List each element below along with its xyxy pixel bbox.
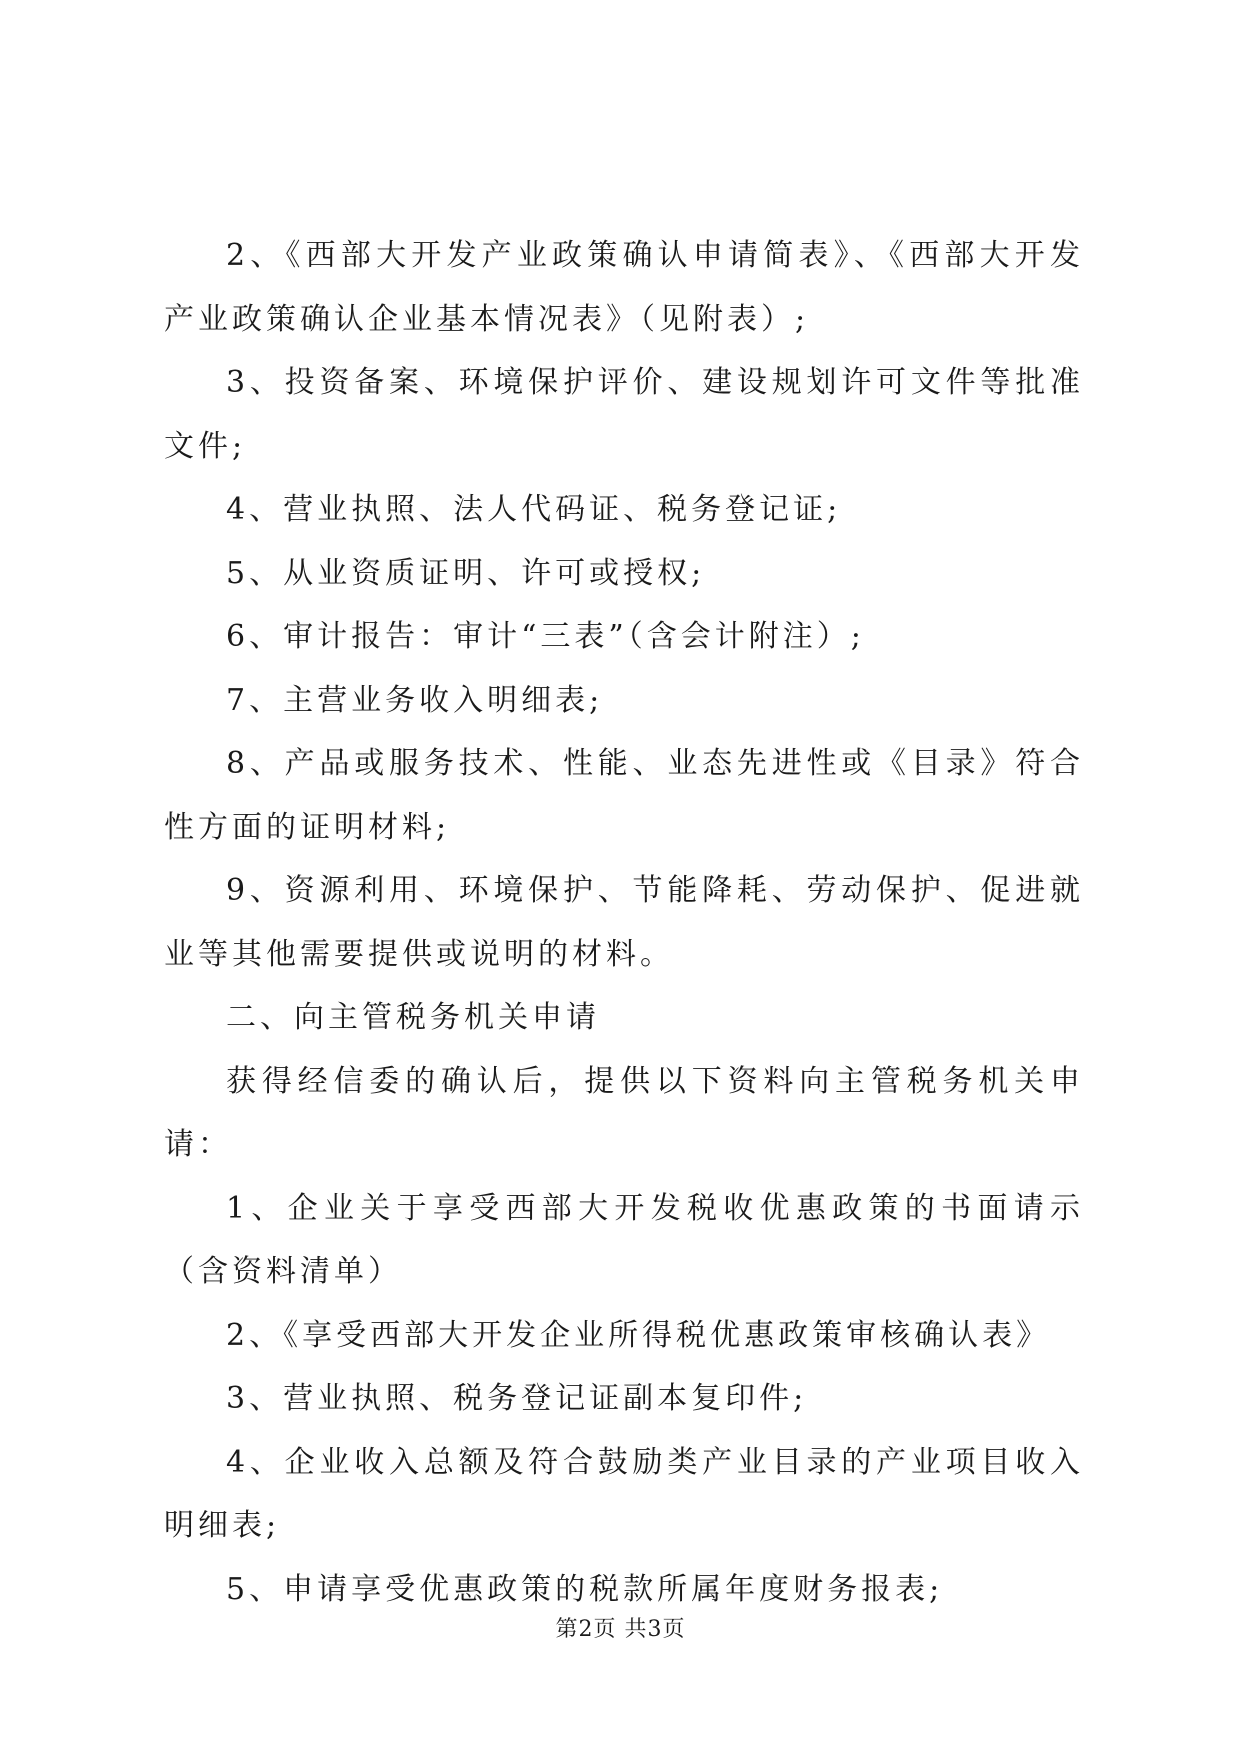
- paragraph: 6、审计报告：审计“三表”（含会计附注）;: [226, 619, 865, 654]
- paragraph: 7、主营业务收入明细表;: [226, 682, 604, 718]
- paragraph: 4、企业收入总额及符合鼓励类产业目录的产业项目收入明细表;: [164, 1444, 1084, 1543]
- document-body: [164, 224, 1084, 1621]
- paragraph: 8、产品或服务技术、性能、业态先进性或《目录》符合性方面的证明材料;: [164, 746, 1084, 845]
- paragraph: 1、企业关于享受西部大开发税收优惠政策的书面请示（含资料清单）: [164, 1190, 1084, 1289]
- paragraph: 9、资源利用、环境保护、节能降耗、劳动保护、促进就业等其他需要提供或说明的材料。: [164, 873, 1084, 972]
- paragraph: 5、申请享受优惠政策的税款所属年度财务报表;: [226, 1571, 944, 1607]
- paragraph: 4、营业执照、法人代码证、税务登记证;: [226, 492, 842, 527]
- paragraph: 2、《享受西部大开发企业所得税优惠政策审核确认表》: [226, 1317, 1051, 1353]
- paragraph: 3、营业执照、税务登记证副本复印件;: [226, 1381, 808, 1416]
- paragraph: 获得经信委的确认后，提供以下资料向主管税务机关申请：: [164, 1063, 1084, 1162]
- paragraph: 5、从业资质证明、许可或授权;: [226, 555, 706, 591]
- section-heading: 二、向主管税务机关申请: [226, 1000, 600, 1035]
- paragraph: 3、投资备案、环境保护评价、建设规划许可文件等批准文件;: [164, 365, 1084, 464]
- paragraph: 2、《西部大开发产业政策确认申请简表》、《西部大开发产业政策确认企业基本情况表》（见附表）;: [164, 238, 1084, 337]
- page-number-footer: 第2页 共3页: [555, 1617, 686, 1642]
